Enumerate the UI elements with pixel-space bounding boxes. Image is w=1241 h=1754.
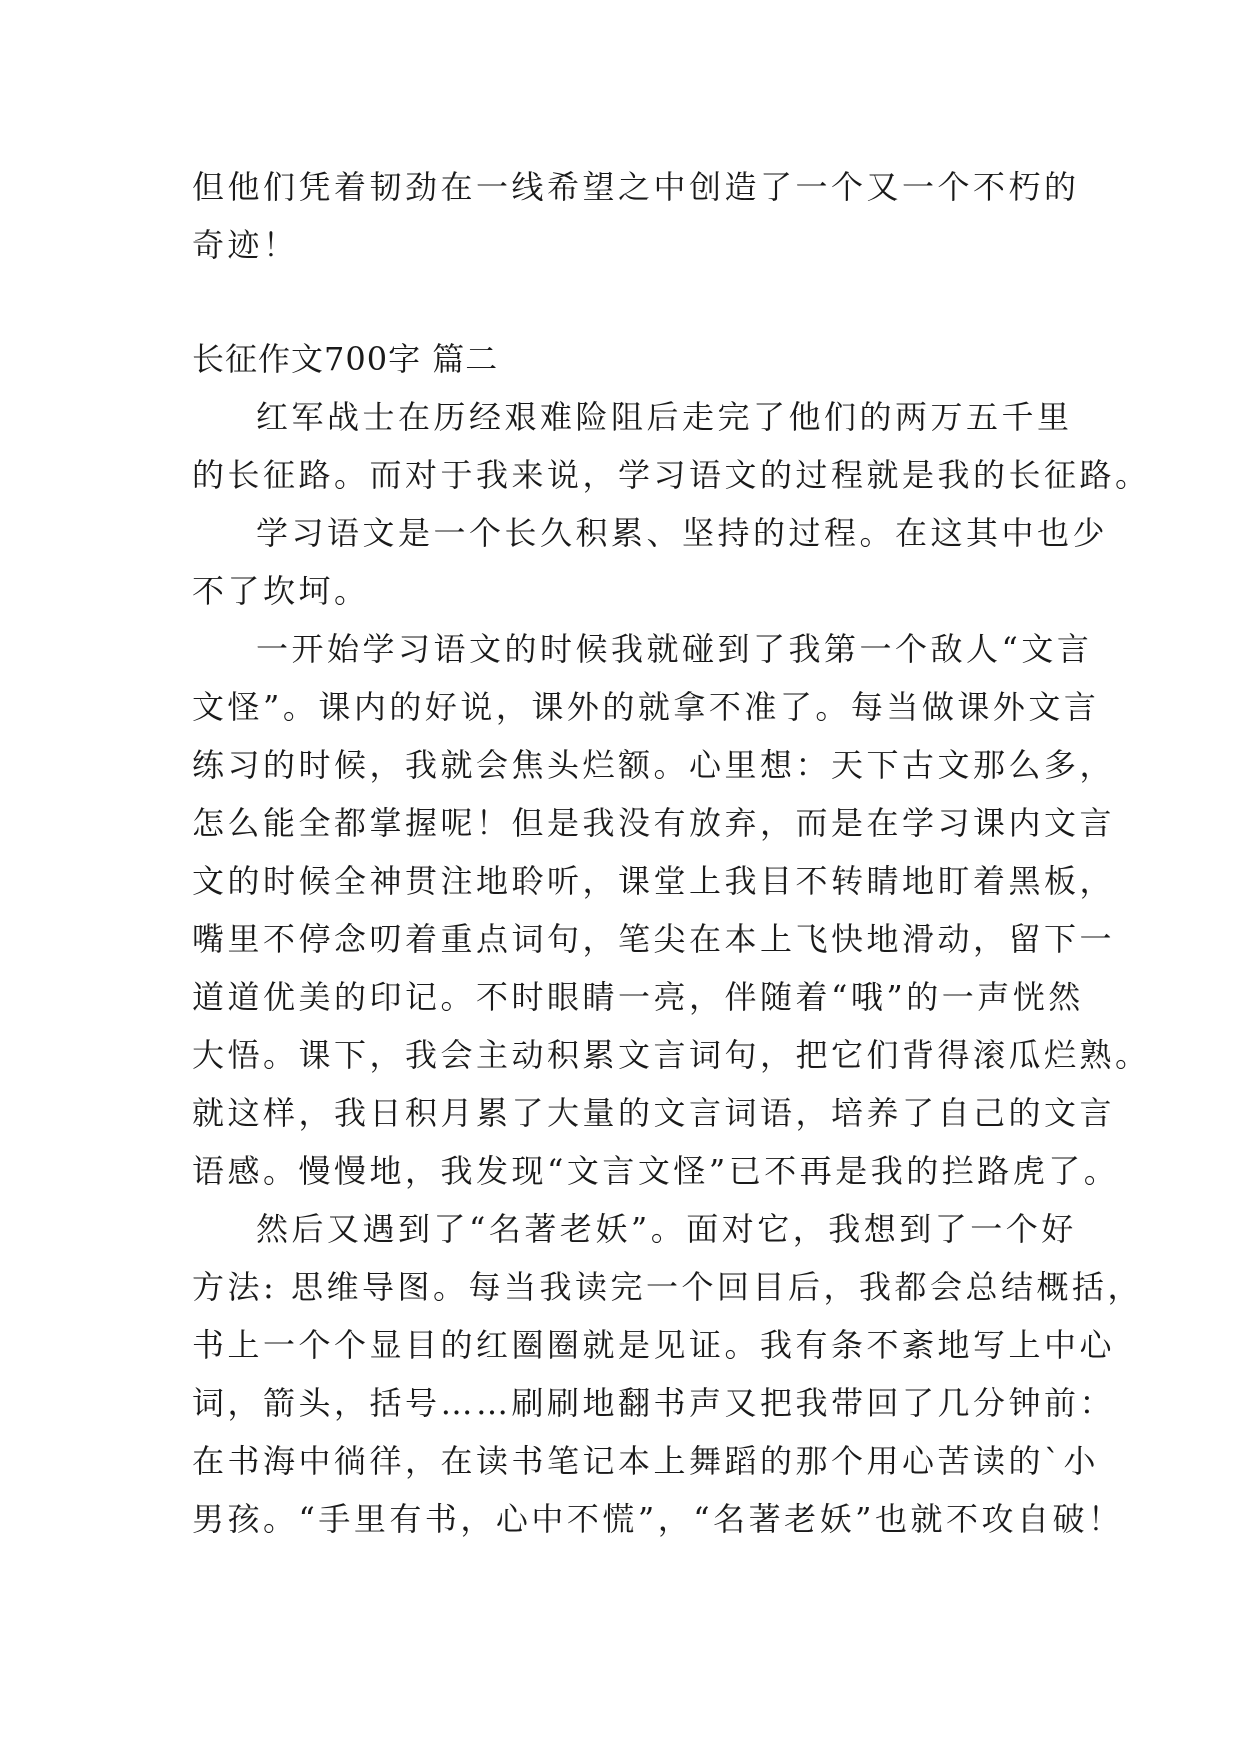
text-line: 不了坎坷。	[192, 572, 370, 610]
paragraph	[192, 388, 1151, 504]
text-line: 方法: 思维导图。每当我读完一个回目后，我都会总结概括，	[192, 1268, 1143, 1306]
text-line: 嘴里不停念叨着重点词句，笔尖在本上飞快地滑动，留下一	[192, 920, 1116, 958]
text-line: 男孩。“手里有书，心中不慌”，“名著老妖”也就不攻自破！	[192, 1500, 1124, 1538]
paragraph-gap	[192, 274, 1062, 330]
text-line: 怎么能全都掌握呢！但是我没有放弃，而是在学习课内文言	[192, 804, 1116, 842]
text-line: 在书海中徜徉，在读书笔记本上舞蹈的那个用心苦读的`小	[192, 1442, 1100, 1480]
paragraph	[192, 504, 1109, 620]
document-body	[192, 158, 1151, 1548]
text-line: 大悟。课下，我会主动积累文言词句，把它们背得滚瓜烂熟。	[192, 1036, 1151, 1074]
paragraph	[192, 1200, 1143, 1548]
text-line: 然后又遇到了“名著老妖”。面对它，我想到了一个好	[256, 1210, 1077, 1248]
section-title: 长征作文700字 篇二	[192, 340, 499, 378]
text-line: 词，箭头，括号……刷刷地翻书声又把我带回了几分钟前：	[192, 1384, 1116, 1422]
text-line: 就这样，我日积月累了大量的文言词语，培养了自己的文言	[192, 1094, 1116, 1132]
text-line: 但他们凭着韧劲在一线希望之中创造了一个又一个不朽的	[192, 168, 1080, 206]
text-line: 学习语文是一个长久积累、坚持的过程。在这其中也少	[256, 514, 1109, 552]
text-line: 语感。慢慢地，我发现“文言文怪”已不再是我的拦路虎了。	[192, 1152, 1120, 1190]
paragraph	[192, 620, 1151, 1200]
text-line: 文的时候全神贯注地聆听，课堂上我目不转睛地盯着黑板，	[192, 862, 1116, 900]
text-line: 书上一个个显目的红圈圈就是见证。我有条不紊地写上中心	[192, 1326, 1116, 1364]
text-line: 练习的时候，我就会焦头烂额。心里想：天下古文那么多，	[192, 746, 1116, 784]
previous-paragraph	[192, 158, 1080, 274]
text-line: 道道优美的印记。不时眼睛一亮，伴随着“哦”的一声恍然	[192, 978, 1084, 1016]
text-line: 文怪”。课内的好说，课外的就拿不准了。每当做课外文言	[192, 688, 1100, 726]
text-line: 的长征路。而对于我来说，学习语文的过程就是我的长征路。	[192, 456, 1151, 494]
text-line: 红军战士在历经艰难险阻后走完了他们的两万五千里	[256, 398, 1073, 436]
text-line: 一开始学习语文的时候我就碰到了我第一个敌人“文言	[256, 630, 1093, 668]
text-line: 奇迹！	[192, 226, 299, 264]
